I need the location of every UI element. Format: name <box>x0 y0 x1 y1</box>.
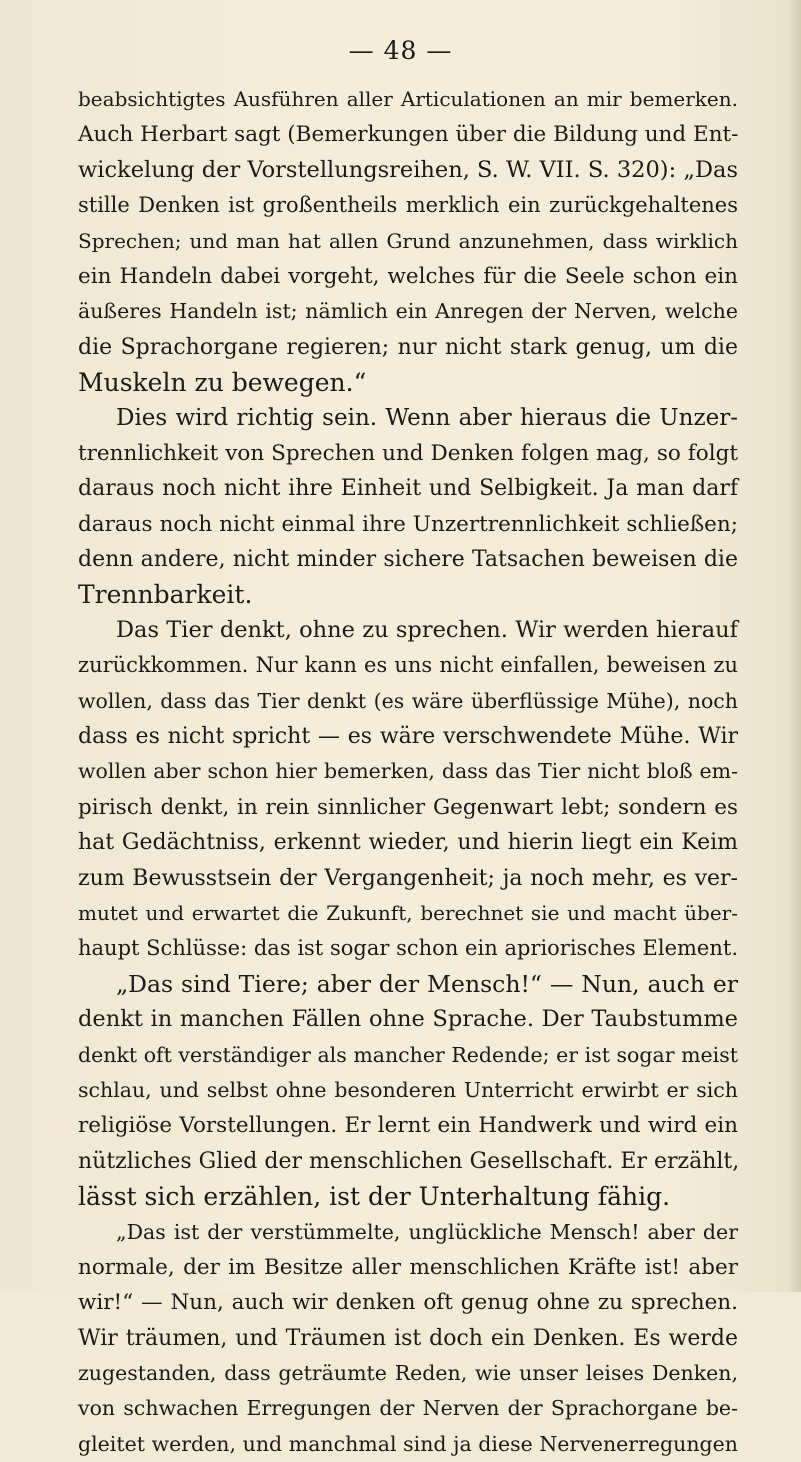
text-line: daraus noch nicht einmal ihre Unzertrennlichkeit schließen; <box>78 511 738 537</box>
text-line: schlau, und selbst ohne besonderen Unterricht erwirbt er sich <box>78 1077 738 1102</box>
text-line: die Sprachorgane regieren; nur nicht stark genug, um die <box>78 334 738 360</box>
text-line: religiöse Vorstellungen. Er lernt ein Handwerk und wird ein <box>78 1113 738 1139</box>
text-line: „Das sind Tiere; aber der Mensch!“ — Nun, auch er <box>116 969 738 998</box>
text-line: Wir träumen, und Träumen ist doch ein Denken. Es werde <box>78 1325 738 1351</box>
text-line: dass es nicht spricht — es wäre verschwendete Mühe. Wir <box>78 724 738 750</box>
text-line: trennlichkeit von Sprechen und Denken folgen mag, so folgt <box>78 440 738 466</box>
text-line: äußeres Handeln ist; nämlich ein Anregen der Nerven, welche <box>78 299 738 324</box>
text-line: von schwachen Erregungen der Nerven der Sprachorgane be- <box>78 1396 738 1421</box>
text-line: pirisch denkt, in rein sinnlicher Gegenwart lebt; sondern es <box>78 794 738 820</box>
text-line: beabsichtigtes Ausführen aller Articulationen an mir bemerken. <box>78 87 738 111</box>
text-line: gleitet werden, und manchmal sind ja diese Nervenerregungen <box>78 1431 738 1456</box>
text-line: daraus noch nicht ihre Einheit und Selbigkeit. Ja man darf <box>78 476 738 502</box>
text-line: stille Denken ist großentheils merklich ein zurückgehaltenes <box>78 193 738 218</box>
text-line: Das Tier denkt, ohne zu sprechen. Wir werden hierauf <box>116 616 738 643</box>
text-line: hat Gedächtniss, erkennt wieder, und hierin liegt ein Keim <box>78 830 738 856</box>
text-line: wickelung der Vorstellungsreihen, S. W. VII. S. 320): „Das <box>78 156 738 183</box>
text-line: Dies wird richtig sein. Wenn aber hieraus die Unzer- <box>116 404 738 431</box>
page-number: — 48 — <box>348 36 453 65</box>
text-line: Trennbarkeit. <box>78 580 253 610</box>
text-line: denkt oft verständiger als mancher Redende; er ist sogar meist <box>78 1042 738 1067</box>
text-line: ein Handeln dabei vorgeht, welches für die Seele schon ein <box>78 263 738 289</box>
text-line: denn andere, nicht minder sichere Tatsachen beweisen die <box>78 547 738 573</box>
text-line: Sprechen; und man hat allen Grund anzunehmen, dass wirklich <box>78 228 738 253</box>
body-text <box>78 82 738 1462</box>
text-line: Auch Herbart sagt (Bemerkungen über die Bildung und Ent- <box>78 122 739 148</box>
text-line: denkt in manchen Fällen ohne Sprache. Der Taubstumme <box>78 1006 738 1033</box>
text-line: haupt Schlüsse: das ist sogar schon ein apriorisches Element. <box>78 936 738 961</box>
text-line: wollen, dass das Tier denkt (es wäre überflüssige Mühe), noch <box>78 688 738 713</box>
text-line: nützliches Glied der menschlichen Gesellschaft. Er erzählt, <box>78 1148 740 1174</box>
text-line: zurückkommen. Nur kann es uns nicht einfallen, beweisen zu <box>78 653 738 678</box>
text-line: wir!“ — Nun, auch wir denken oft genug ohne zu sprechen. <box>78 1290 738 1316</box>
text-line: lässt sich erzählen, ist der Unterhaltung fähig. <box>78 1182 671 1212</box>
text-line: zum Bewusstsein der Vergangenheit; ja noch mehr, es ver- <box>78 865 738 891</box>
text-line: „Das ist der verstümmelte, unglückliche Mensch! aber der <box>116 1219 738 1244</box>
page-edge-shadow <box>787 0 801 1292</box>
text-line: zugestanden, dass geträumte Reden, wie unser leises Denken, <box>78 1361 738 1386</box>
text-line: Muskeln zu bewegen.“ <box>78 368 367 398</box>
text-line: wollen aber schon hier bemerken, dass das Tier nicht bloß em- <box>78 759 738 784</box>
text-line: normale, der im Besitze aller menschlichen Kräfte ist! aber <box>78 1254 738 1280</box>
text-line: mutet und erwartet die Zukunft, berechnet sie und macht über- <box>78 900 738 925</box>
